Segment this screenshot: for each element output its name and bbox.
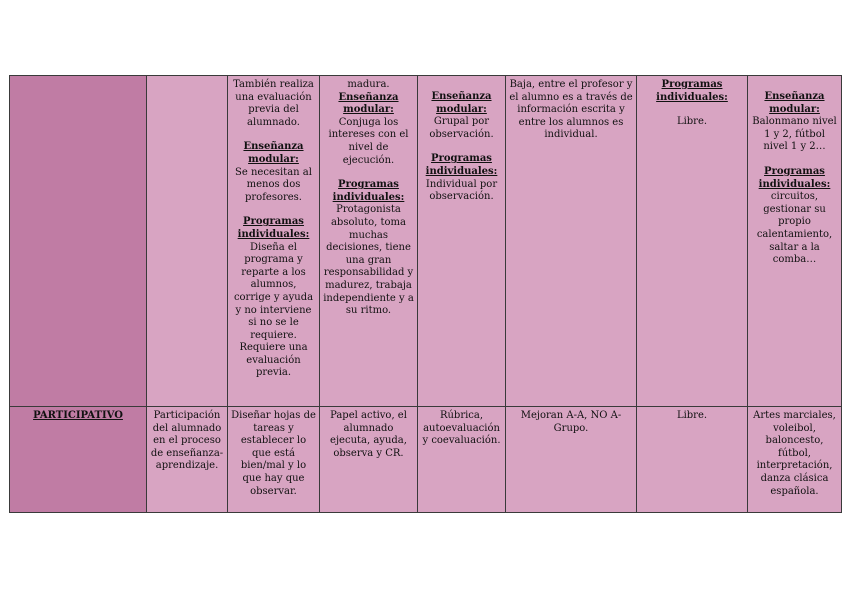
communication-cell: Baja, entre el profesor y el alumno es a través de información escrita y entre los alumnos es individual.: [506, 76, 637, 407]
cell-text: Libre.: [676, 116, 708, 128]
student-role-cell: Papel activo, el alumnado ejecuta, ayuda, observa y CR.: [320, 407, 418, 513]
evaluation-cell: Rúbrica, autoevaluación y coevaluación.: [418, 407, 506, 513]
cell-text: madura.: [347, 79, 390, 90]
examples-cell: [748, 76, 842, 407]
objective-cell: [147, 76, 228, 407]
row-label-cell: [10, 407, 147, 513]
programs-heading: Programas individuales:: [656, 79, 728, 103]
cell-text: Grupal por observación.: [429, 116, 494, 140]
modular-heading: Enseñanza modular:: [338, 91, 399, 116]
teacher-role-cell: [228, 76, 320, 407]
table-row: [10, 76, 842, 407]
cell-text: Balonmano nivel 1 y 2, fútbol nivel 1 y 2…: [752, 116, 837, 153]
objective-cell: Participación del alumnado en el proceso de enseñanza-aprendizaje.: [147, 407, 228, 513]
cell-text: Diseña el programa y reparte a los alumnos, corrige y ayuda y no interviene si no se le requiere. Requiere una evaluación previa.: [233, 241, 314, 379]
modular-heading: Enseñanza modular:: [243, 141, 304, 165]
teacher-role-cell: Diseñar hojas de tareas y establecer lo que está bien/mal y lo que hay que observar.: [228, 407, 320, 513]
cell-text: Individual por observación.: [425, 178, 498, 203]
cell-text: Conjuga los intereses con el nivel de ejecución.: [328, 116, 409, 166]
programs-heading: Programas individuales:: [332, 179, 405, 203]
cell-text: circuitos, gestionar su propio calentamiento, saltar a la comba…: [756, 191, 833, 266]
student-role-cell: [320, 76, 418, 407]
communication-cell: Mejoran A-A, NO A-Grupo.: [506, 407, 637, 513]
row-label-cell: [10, 76, 147, 407]
programs-heading: Programas individuales:: [425, 153, 498, 177]
examples-cell: Artes marciales, voleibol, baloncesto, fútbol, interpretación, danza clásica española.: [748, 407, 842, 513]
evaluation-cell: [418, 76, 506, 407]
table-row: [10, 407, 842, 513]
programs-heading: Programas individuales:: [758, 165, 831, 190]
programs-heading: Programas individuales:: [237, 216, 310, 240]
methodology-table: [9, 75, 842, 513]
modular-heading: Enseñanza modular:: [764, 91, 825, 115]
organization-cell: Libre.: [637, 407, 748, 513]
cell-text: Se necesitan al menos dos profesores.: [235, 166, 312, 203]
organization-cell: [637, 76, 748, 407]
cell-text: También realiza una evaluación previa del alumnado.: [233, 79, 314, 128]
modular-heading: Enseñanza modular:: [431, 91, 492, 115]
row-label: PARTICIPATIVO: [33, 410, 123, 421]
cell-text: Protagonista absoluto, toma muchas decisiones, tiene una gran responsabilidad y madurez, trabaja independiente y a su ritmo.: [323, 204, 414, 317]
